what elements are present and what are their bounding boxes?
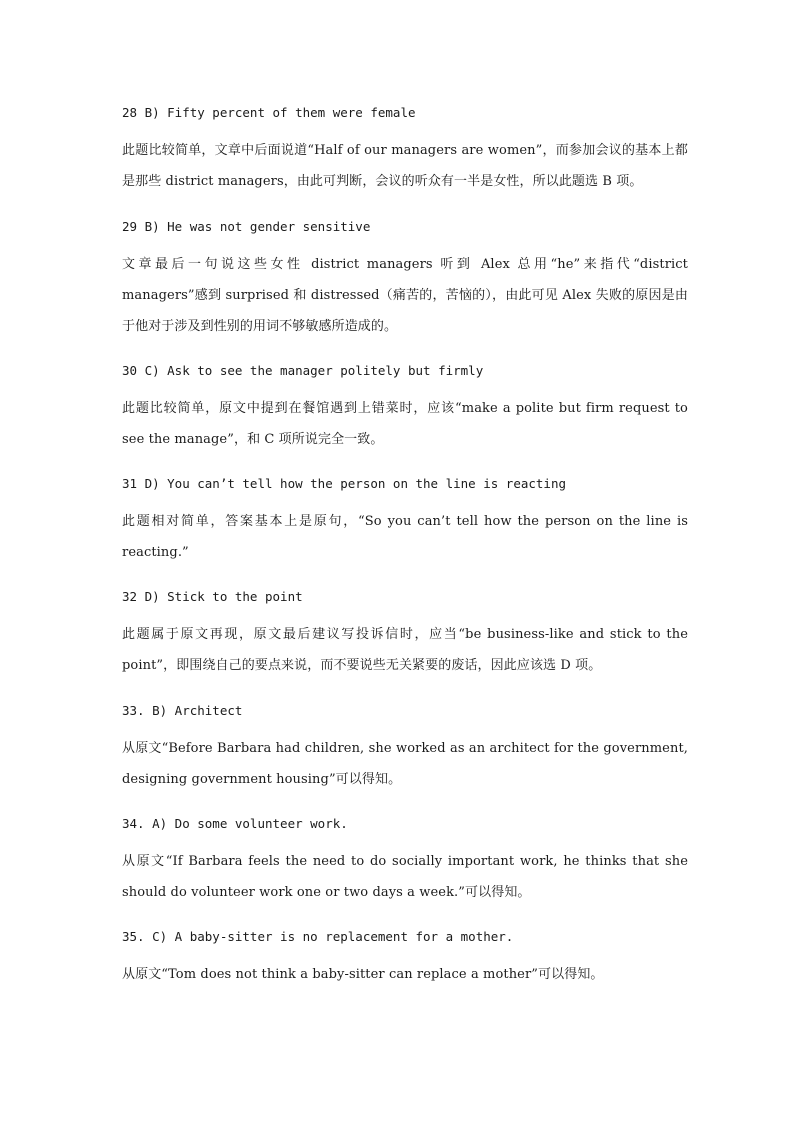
explanation-paragraph: 此题属于原文再现，原文最后建议写投诉信时，应当“be business-like and stick to the point”，即围绕自己的要点来说，而不要说些无关紧要的废话，因此应该选 D 项。 [122, 627, 688, 673]
answer-item-28 [122, 105, 688, 197]
answer-line: 31 D) You can’t tell how the person on the line is reacting [122, 476, 567, 491]
explanation-paragraph: 从原文“Before Barbara had children, she worked as an architect for the government, designing government housing”可以得知。 [122, 741, 688, 787]
answer-line: 28 B) Fifty percent of them were female [122, 105, 416, 120]
answer-item-33 [122, 703, 688, 795]
explanation-paragraph: 从原文“If Barbara feels the need to do socially important work, he thinks that she should do volunteer work one or two days a week.”可以得知。 [122, 854, 688, 900]
explanation-paragraph: 此题比较简单，原文中提到在餐馆遇到上错菜时，应该“make a polite but firm request to see the manage”，和 C 项所说完全一致。 [122, 401, 688, 447]
explanation-paragraph: 文章最后一句说这些女性 district managers 听到 Alex 总用“he”来指代“district managers”感到 surprised 和 distressed（痛苦的，苦恼的），由此可见 Alex 失败的原因是由于他对于涉及到性别的用词不够敏感所造成的。 [122, 257, 688, 334]
answer-line: 34. A) Do some volunteer work. [122, 816, 348, 831]
answer-line: 29 B) He was not gender sensitive [122, 219, 371, 234]
explanation-paragraph: 从原文“Tom does not think a baby-sitter can replace a mother”可以得知。 [122, 967, 604, 982]
answer-item-35 [122, 929, 688, 990]
answer-item-32 [122, 589, 688, 681]
explanation-paragraph: 此题相对简单，答案基本上是原句，“So you can’t tell how the person on the line is reacting.” [122, 514, 688, 560]
explanation-paragraph: 此题比较简单，文章中后面说道“Half of our managers are women”，而参加会议的基本上都是那些 district managers，由此可判断，会议的听众有一半是女性，所以此题选 B 项。 [122, 143, 688, 189]
answer-item-31 [122, 476, 688, 568]
answer-item-29 [122, 219, 688, 342]
answer-line: 30 C) Ask to see the manager politely but firmly [122, 363, 484, 378]
answer-line: 35. C) A baby-sitter is no replacement for a mother. [122, 929, 514, 944]
answer-line: 32 D) Stick to the point [122, 589, 303, 604]
answer-item-30 [122, 363, 688, 455]
answer-line: 33. B) Architect [122, 703, 243, 718]
answer-item-34 [122, 816, 688, 908]
